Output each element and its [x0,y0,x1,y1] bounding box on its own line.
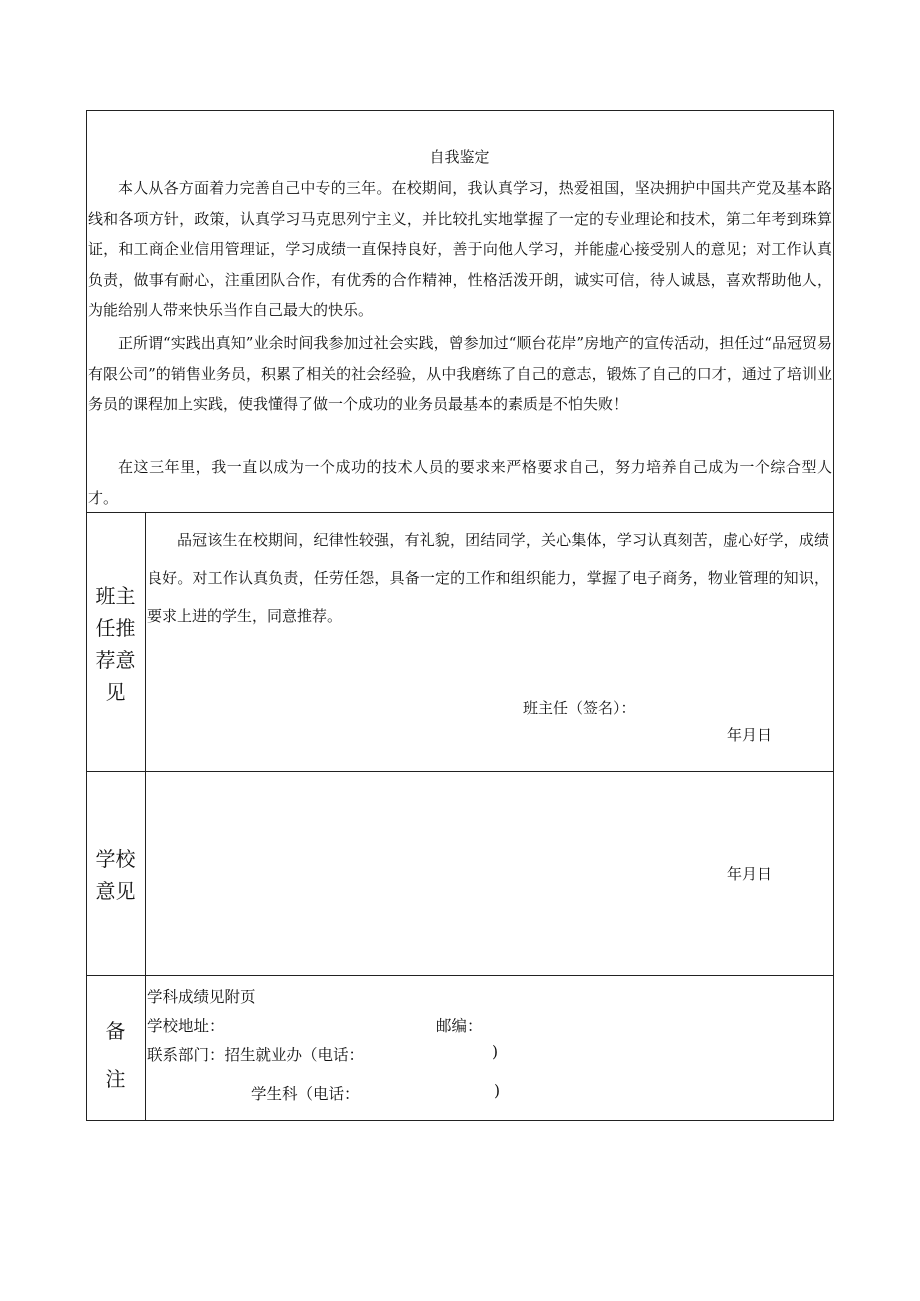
self-evaluation-title: 自我鉴定 [429,148,490,166]
remark-grades: 学科成绩见附页 [147,988,256,1006]
label-column-divider [145,512,146,1121]
remark-school-address: 学校地址： [147,1017,225,1035]
label-line: 意见 [95,879,136,903]
self-evaluation-paragraph: 正所谓“实践出真知”业余时间我参加过社会实践，曾参加过“顺台花岸”房地产的宣传活动，担任过“品冠贸易有限公司”的销售业务员，积累了相关的社会经验，从中我磨练了自己的意志，锻炼了自己的口才，通过了培训业务员的课程加上实践，使我懂得了做一个成功的业务员最基本的素质是不怕失败！ [88,334,832,413]
teacher-signature-label: 班主任（签名）： [523,699,636,717]
teacher-date-label: 年月日 [727,726,773,744]
divider-teacher [86,771,834,772]
remark-student-office: 学生科（电话： [251,1085,360,1103]
remark-postcode: 邮编： [436,1017,483,1035]
remarks-section-label [86,1007,145,1103]
self-evaluation-paragraph: 本人从各方面着力完善自己中专的三年。在校期间，我认真学习，热爱祖国，坚决拥护中国共产党及基本路线和各项方针，政策，认真学习马克思列宁主义，并比较扎实地掌握了一定的专业理论和技术，第二年考到珠算证，和工商企业信用管理证，学习成绩一直保持良好，善于向他人学习，并能虚心接受别人的意见；对工作认真负责，做事有耐心，注重团队合作，有优秀的合作精神，性格活泼开朗，诚实可信，待人诚恳，喜欢帮助他人，为能给别人带来快乐当作自己最大的快乐。 [88,179,832,319]
school-section-label [86,843,145,907]
label-line: 备 [105,1019,126,1043]
divider-school [86,975,834,976]
label-line: 任推 [95,616,136,640]
teacher-section-label [86,580,145,708]
school-date-label: 年月日 [727,865,773,883]
remark-closing-paren: ) [494,1082,501,1100]
self-evaluation-paragraph: 在这三年里，我一直以成为一个成功的技术人员的要求来严格要求自己，努力培养自己成为一个综合型人才。 [88,458,832,507]
label-line: 学校 [95,847,136,871]
label-line: 见 [105,680,126,704]
label-line: 班主 [95,584,136,608]
remark-closing-paren: ) [492,1043,499,1061]
label-line: 注 [105,1067,126,1091]
remark-contact-department: 联系部门：招生就业办（电话： [147,1046,365,1064]
teacher-comment: 品冠该生在校期间，纪律性较强，有礼貌，团结同学，关心集体，学习认真刻苦，虚心好学，成绩良好。对工作认真负责，任劳任怨，具备一定的工作和组织能力，掌握了电子商务，物业管理的知识，要求上进的学生，同意推荐。 [147,531,829,625]
label-line: 荐意 [95,648,136,672]
